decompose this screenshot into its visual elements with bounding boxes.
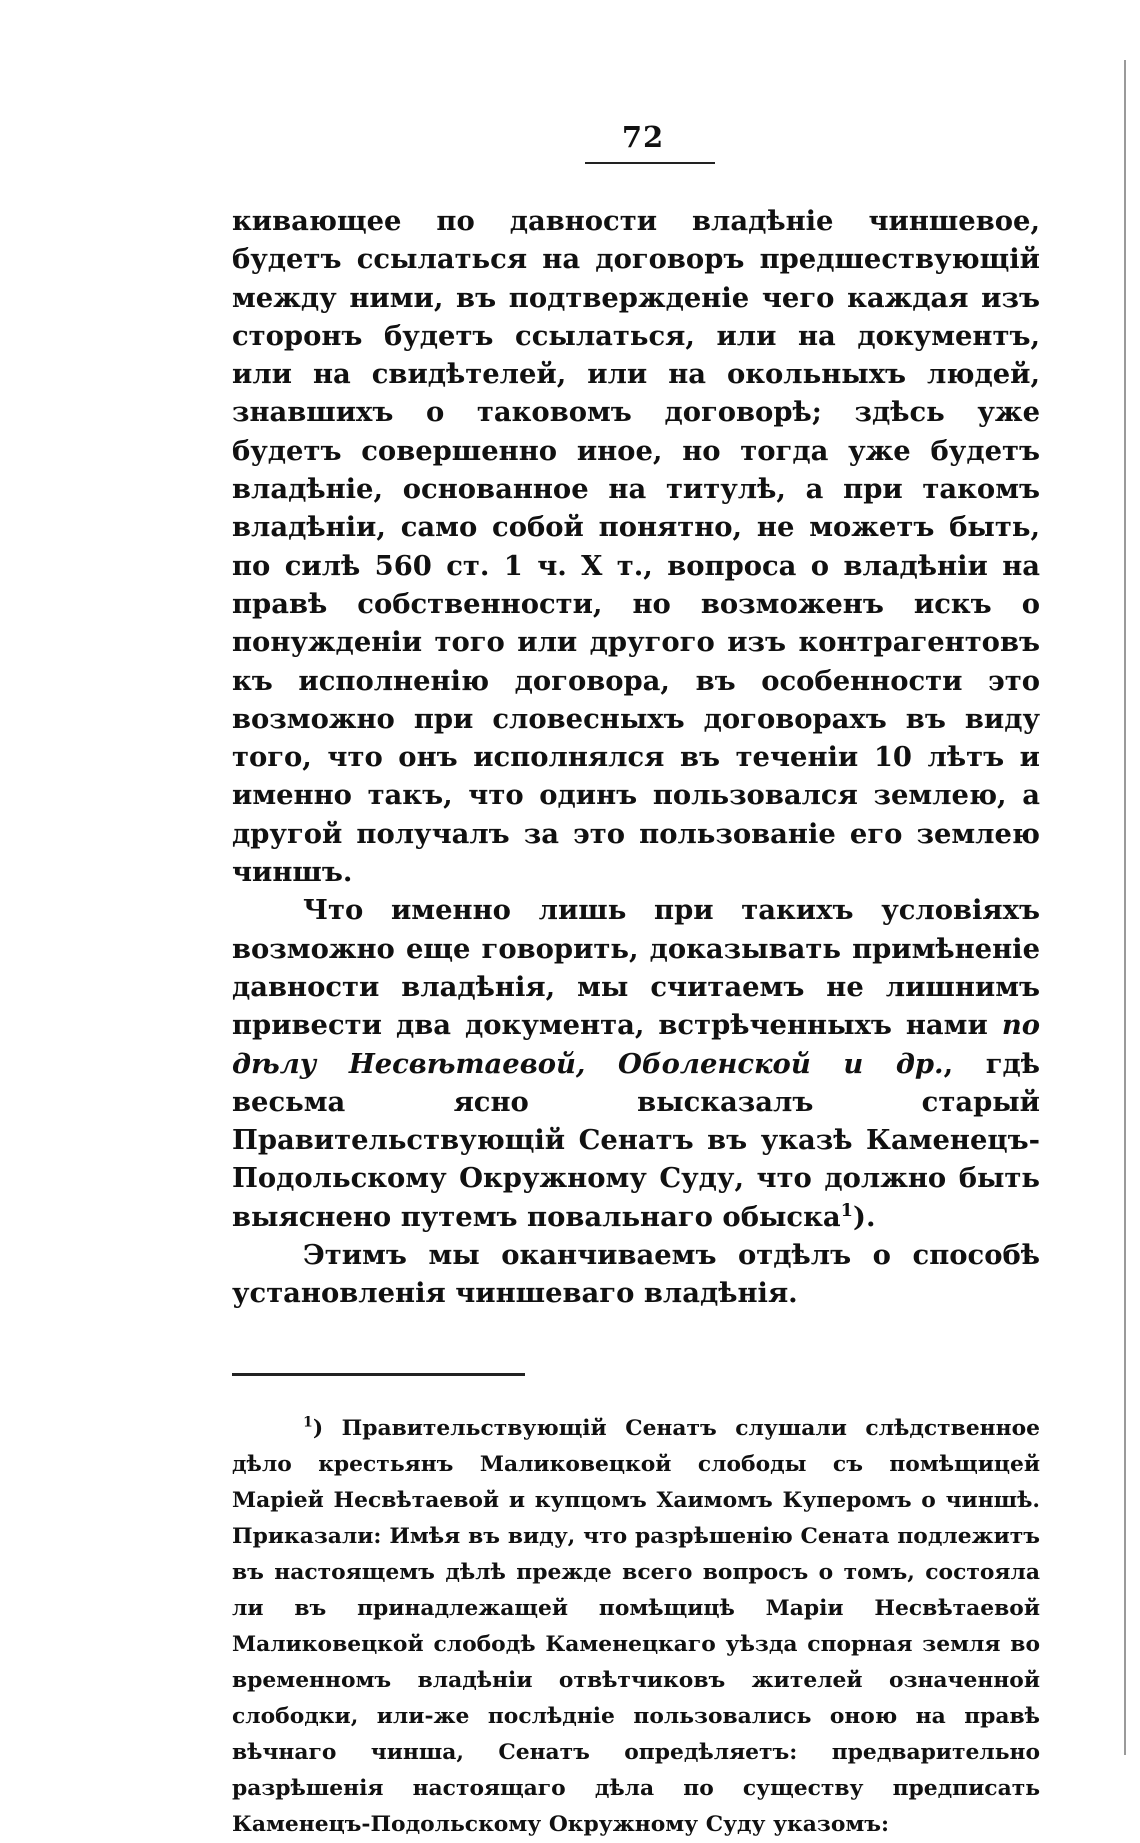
paragraph-2 (232, 891, 1040, 1236)
footnote-mark: 1 (303, 1414, 313, 1431)
footnote-text: ) Правительствующій Сенатъ слушали слѣдственное дѣло крестьянъ Маликовецкой слободы съ помѣщицей Маріей Несвѣтаевой и купцомъ Хаимомъ Куперомъ о чиншѣ. Приказали: Имѣя въ виду, что разрѣшенію Сената подлежитъ въ настоящемъ дѣлѣ прежде всего вопросъ о томъ, состояла ли въ принадлежащей помѣщицѣ Маріи Несвѣтаевой Маликовецкой слободѣ Каменецкаго уѣзда спорная земля во временномъ владѣніи отвѣтчиковъ жителей означенной слободки, или-же послѣдніе пользовались оною на правѣ вѣчнаго чинша, Сенатъ опредѣляетъ: предварительно разрѣшенія настоящаго дѣла по существу предписать Каменецъ-Подольскому Окружному Суду указомъ: (232, 1415, 1040, 1837)
footnote (232, 1411, 1040, 1843)
page-edge-line (1124, 60, 1126, 1755)
paragraph-2-text-after: , гдѣ весьма ясно высказалъ старый Правительствующій Сенатъ въ указѣ Каменецъ-Подольскому Окружному Суду, что должно быть выяснено путемъ повальнаго обыска (232, 1047, 1040, 1233)
page-number-rule (585, 162, 715, 164)
footnote-separator (232, 1373, 525, 1376)
paragraph-2-text-end: ). (853, 1200, 876, 1233)
body-text (232, 202, 1040, 1313)
book-page (232, 120, 1040, 1843)
paragraph-1: кивающее по давности владѣніе чиншевое, будетъ ссылаться на договоръ предшествующій между ними, въ подтвержденіе чего каждая изъ сторонъ будетъ ссылаться, или на документъ, или на свидѣтелей, или на окольныхъ людей, знавшихъ о таковомъ договорѣ; здѣсь уже будетъ совершенно иное, но тогда уже будетъ владѣніе, основанное на титулѣ, а при такомъ владѣніи, само собой понятно, не можетъ быть, по силѣ 560 ст. 1 ч. X т., вопроса о владѣніи на правѣ собственности, но возможенъ искъ о понужденіи того или другого изъ контрагентовъ къ исполненію договора, въ особенности это возможно при словесныхъ договорахъ въ виду того, что онъ исполнялся въ теченіи 10 лѣтъ и именно такъ, что одинъ пользовался землею, а другой получалъ за это пользованіе его землею чиншъ. (232, 205, 1040, 889)
paragraph-2-text-before: Что именно лишь при такихъ условіяхъ возможно еще говорить, доказывать примѣненіе давности владѣнія, мы считаемъ не лишнимъ привести два документа, встрѣченныхъ нами (232, 894, 1040, 1042)
page-number: 72 (621, 120, 665, 154)
paragraph-3: Этимъ мы оканчиваемъ отдѣлъ о способѣ установленія чиншеваго владѣнія. (232, 1239, 1040, 1310)
paragraph-2-italic-case: по дѣлу Несвѣтаевой, Оболенской и др. (232, 1009, 1040, 1080)
footnote-reference: 1 (840, 1199, 854, 1221)
